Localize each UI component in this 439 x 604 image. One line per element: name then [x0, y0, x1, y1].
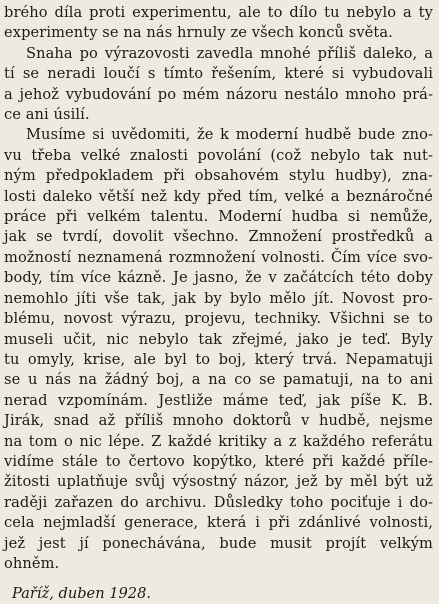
text-line: se u nás na žádný boj, a na co se pamatuji, na to ani	[4, 371, 433, 389]
text-line: tu omyly, krise, ale byl to boj, který trvá. Nepamatuji	[4, 350, 433, 368]
paragraph-1	[4, 3, 433, 44]
paragraph-2	[4, 44, 433, 126]
text-line: jež jest jí ponechávána, bude musit projít velkým	[4, 534, 433, 552]
text-line: experimenty se na nás hrnuly ze všech konců světa.	[4, 24, 393, 42]
text-line: ohněm.	[4, 554, 60, 572]
text-line: body, tím více kázně. Je jasno, že v začátcích této doby	[4, 269, 433, 287]
text-line: museli učit, nic nebylo tak zřejmé, jako je teď. Byly	[4, 330, 433, 348]
text-line: vu třeba velké znalosti povolání (což nebylo tak nut-	[4, 146, 433, 164]
text-line: možností neznamená rozmnožení volnosti. Čím více svo-	[4, 248, 433, 266]
text-line: blému, novost výrazu, projevu, techniky. Všichni se to	[4, 310, 433, 328]
text-line: ce ani úsilí.	[4, 106, 90, 124]
text-line: brého díla proti experimentu, ale to dílo tu nebylo a ty	[4, 4, 433, 21]
text-line: Musíme si uvědomiti, že k moderní hudbě bude zno-	[26, 126, 433, 144]
text-line: žitosti uplatňuje svůj výsostný názor, jež by měl být už	[4, 473, 433, 491]
text-line: práce při velkém talentu. Moderní hudba si nemůže,	[4, 208, 433, 226]
text-line: ným předpokladem při obsahovém stylu hudby), zna-	[4, 167, 433, 185]
text-line: na tom o nic lépe. Z každé kritiky a z každého referátu	[4, 432, 433, 450]
text-line: raději zařazen do archivu. Důsledky toho pociťuje i do-	[4, 493, 433, 511]
text-line: vidíme stále to čertovo kopýtko, které při každé příle-	[4, 452, 433, 470]
text-line: Snaha po výrazovosti zavedla mnohé příliš daleko, a	[26, 44, 433, 62]
paragraph-3	[4, 125, 433, 574]
text-line: a jehož vybudování po mém názoru nestálo mnoho prá-	[4, 85, 433, 103]
text-line: nerad vzpomínám. Jestliže máme teď, jak píše K. B.	[4, 391, 433, 409]
text-line: Jirák, snad až příliš mnoho doktorů v hudbě, nejsme	[4, 412, 433, 430]
text-line: tí se neradi loučí s tímto řešením, které si vybudovali	[4, 65, 433, 83]
place-date-signature: Paříž, duben 1928.	[12, 585, 152, 603]
text-line: losti daleko větší než kdy před tím, velké a beznáročné	[4, 187, 433, 205]
text-line: jak se tvrdí, dovolit všechno. Zmnožení prostředků a	[4, 228, 433, 246]
text-line: nemohlo jíti vše tak, jak by bylo mělo jít. Novost pro-	[4, 289, 433, 307]
text-line: cela nejmladší generace, která i při zdánlivé volnosti,	[4, 514, 433, 532]
